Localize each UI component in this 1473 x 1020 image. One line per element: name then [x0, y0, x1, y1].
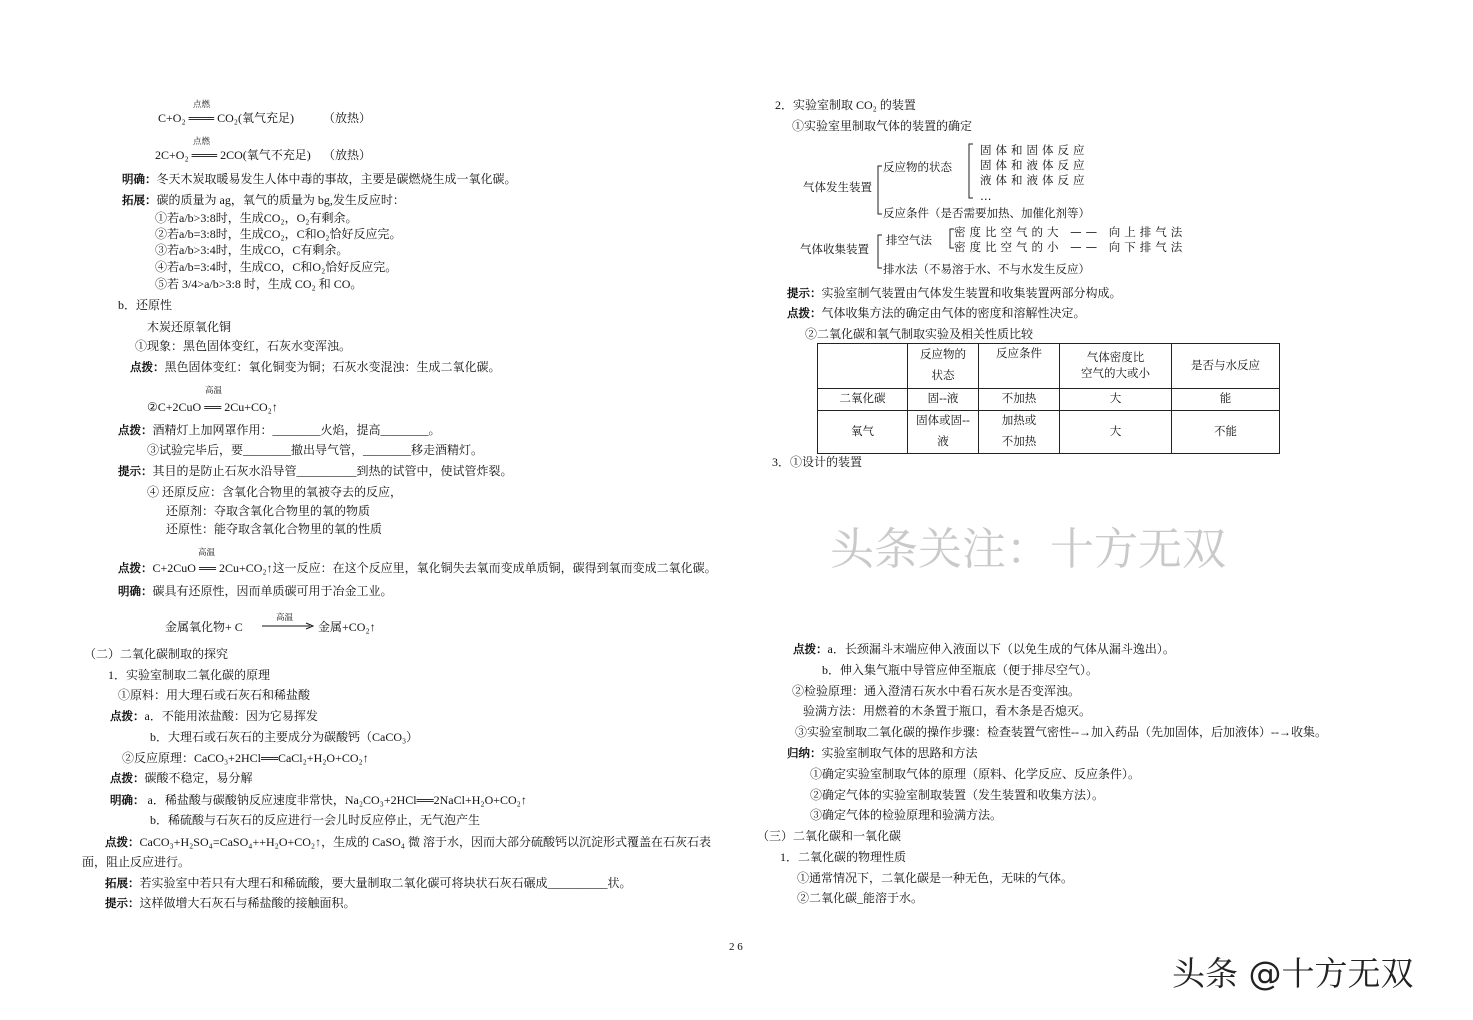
text: 黑色固体变红：氧化铜变为铜；石灰水变混浊：生成二氧化碳。	[164, 360, 501, 374]
text-line: ②反应原理：CaCO₃+2HCl══CaCl₂+H₂O+CO₂↑	[122, 751, 369, 765]
label: 点拨：	[793, 642, 828, 656]
table-cell: 加热或 不加热	[979, 411, 1060, 454]
text-line	[793, 642, 1175, 656]
label: 明确：	[110, 793, 145, 807]
subheading: 1．二氧化碳的物理性质	[780, 850, 907, 864]
text-line: ①确定实验室制取气体的原理（原料、化学反应、反应条件）。	[810, 767, 1141, 781]
text-line: 验满方法：用燃着的木条置于瓶口，看木条是否熄灭。	[803, 704, 1092, 718]
text-line: ③确定气体的检验原理和验满方法。	[810, 808, 1003, 822]
equation: C+O₂ ═══ CO₂(氧气充足)	[158, 111, 294, 125]
label: 提示：	[118, 464, 153, 478]
equation-note: （放热）	[323, 148, 372, 162]
text-line: 还原剂：夺取含氧化合物里的氧的物质	[166, 504, 371, 518]
text-line	[118, 561, 717, 575]
case-item: ②若a/b=3:8时，生成CO₂，C和O₂恰好反应完。	[155, 227, 402, 241]
section-heading: （三）二氧化碳和一氧化碳	[757, 829, 902, 843]
comparison-table	[817, 343, 1280, 454]
text-line	[122, 193, 405, 207]
label: 点拨：	[118, 561, 153, 575]
watermark: 头条关注：十方无双	[830, 524, 1226, 575]
subheading: 2．实验室制取 CO₂ 的装置	[775, 98, 916, 112]
diagram-leaf: 密度比空气的小 —— 向下排气法	[954, 240, 1187, 254]
table-cell: 不加热	[979, 389, 1060, 411]
diagram-leaf: 固体和液体反应	[980, 158, 1089, 172]
table-header-row	[818, 344, 1280, 389]
text-line	[110, 793, 527, 807]
text-line: ③试验完毕后，要________撤出导气管，________移走酒精灯。	[147, 443, 484, 457]
label: 归纳：	[787, 746, 822, 760]
table-row	[818, 389, 1280, 411]
label: 点拨：	[105, 835, 140, 849]
text-line: b．伸入集气瓶中导管应伸至瓶底（便于排尽空气）。	[822, 663, 1099, 677]
text: 碳的质量为 ag，氧气的质量为 bg,发生反应时：	[156, 193, 405, 207]
diagram-node: 反应条件（是否需要加热、加催化剂等）	[883, 206, 1090, 220]
text-line: 面，阻止反应进行。	[82, 855, 191, 869]
label: 点拨：	[110, 771, 145, 785]
diagram-node: 反应物的状态	[883, 160, 952, 174]
text-line: ②二氧化碳_能溶于水。	[797, 891, 924, 905]
table-header: 气体密度比 空气的大或小	[1060, 344, 1172, 389]
subheading: 3．①设计的装置	[772, 455, 863, 469]
label: 明确：	[122, 172, 157, 186]
label: 点拨：	[130, 360, 165, 374]
text-line	[130, 360, 501, 374]
text-line: ②确定气体的实验室制取装置（发生装置和收集方法）。	[810, 788, 1105, 802]
text-line: ②二氧化碳和氧气制取实验及相关性质比较	[805, 327, 1034, 341]
text: 实验室制气装置由气体发生装置和收集装置两部分构成。	[821, 286, 1122, 300]
text: 这样做增大石灰石与稀盐酸的接触面积。	[139, 896, 356, 910]
case-item: ④若a/b=3:4时，生成CO，C和O₂恰好反应完。	[155, 260, 398, 274]
reaction-condition: 高温	[205, 385, 223, 395]
text: 碳具有还原性，因而单质碳可用于冶金工业。	[152, 584, 393, 598]
text-line: b．大理石或石灰石的主要成分为碳酸钙（CaCO₃）	[150, 730, 419, 744]
text: a．稀盐酸与碳酸钠反应速度非常快，Na₂CO₃+2HCl══2NaCl+H₂O+CO₂↑	[144, 793, 527, 807]
table-header: 反应条件	[979, 344, 1060, 389]
text-line: ③实验室制取二氧化碳的操作步骤：检查装置气密性--→加入药品（先加固体，后加液体）--→收集。	[795, 725, 1327, 739]
label: 提示：	[787, 286, 822, 300]
text-line: ①现象：黑色固体变红，石灰水变浑浊。	[135, 339, 352, 353]
table-cell: 二氧化碳	[818, 389, 908, 411]
text: 实验室制取气体的思路和方法	[821, 746, 978, 760]
label: 提示：	[105, 896, 140, 910]
subheading: 1．实验室制取二氧化碳的原理	[108, 668, 271, 682]
diagram-node: 气体收集装置	[800, 242, 869, 256]
text-line	[105, 835, 711, 849]
case-item: ⑤若 3/4>a/b>3:8 时，生成 CO₂ 和 CO。	[155, 277, 363, 291]
text-line	[105, 896, 356, 910]
equation: 2C+O₂ ═══ 2CO(氧气不充足)	[155, 148, 311, 162]
equation-note: （放热）	[323, 111, 372, 125]
diagram-leaf: 固体和固体反应	[980, 143, 1089, 157]
reaction-condition: 点燃	[193, 99, 211, 109]
case-item: ①若a/b>3:8时，生成CO₂，O₂有剩余。	[155, 211, 358, 225]
diagram-leaf: …	[980, 189, 992, 203]
text-line	[122, 172, 517, 186]
text-line: b．稀硫酸与石灰石的反应进行一会儿时反应停止，无气泡产生	[150, 813, 481, 827]
case-item: ③若a/b>3:4时，生成CO，C有剩余。	[155, 243, 349, 257]
label: 点拨：	[787, 306, 822, 320]
reaction-condition: 高温	[276, 612, 294, 622]
text: CaCO₃+H₂SO₄=CaSO₄++H₂O+CO₂↑，生成的 CaSO₄ 微 溶于水，因而大部分硫酸钙以沉淀形式覆盖在石灰石表	[139, 835, 711, 849]
text-line: ①原料：用大理石或石灰石和稀盐酸	[118, 688, 311, 702]
text-line	[118, 464, 513, 478]
text: 气体收集方法的确定由气体的密度和溶解性决定。	[821, 306, 1086, 320]
label: 明确：	[118, 584, 153, 598]
table-header: 是否与水反应	[1172, 344, 1280, 389]
arrow-icon	[262, 622, 318, 630]
text: a．长颈漏斗末端应伸入液面以下（以免生成的气体从漏斗逸出）。	[827, 642, 1175, 656]
text-line: ②检验原理：通入澄清石灰水中看石灰水是否变浑浊。	[792, 684, 1081, 698]
table-cell: 固体或固-- 液	[908, 411, 979, 454]
diagram-node: 排空气法	[886, 233, 932, 247]
diagram-leaf: 液体和液体反应	[980, 173, 1089, 187]
label: 拓展：	[105, 876, 140, 890]
text-line: 还原性：能夺取含氧化合物里的氧的性质	[166, 522, 383, 536]
equation: 金属氧化物+ C	[165, 620, 243, 634]
text-line	[105, 876, 632, 890]
table-header: 反应物的 状态	[908, 344, 979, 389]
text-line	[787, 286, 1122, 300]
section-heading: （二）二氧化碳制取的探究	[84, 647, 229, 661]
table-cell: 大	[1060, 389, 1172, 411]
text-line	[118, 423, 441, 437]
watermark-corner: 头条 @十方无双	[1172, 954, 1414, 993]
text-line: ④ 还原反应：含氧化合物里的氧被夺去的反应，	[147, 485, 403, 499]
subheading: ①实验室里制取气体的装置的确定	[792, 119, 973, 133]
table-cell: 能	[1172, 389, 1280, 411]
text: 若实验室中若只有大理石和稀硫酸，要大量制取二氧化碳可将块状石灰石碾成__________状。	[139, 876, 632, 890]
text-line	[787, 306, 1086, 320]
label: 点拨：	[110, 709, 145, 723]
text-line	[110, 771, 253, 785]
table-cell: 固--液	[908, 389, 979, 411]
table-cell: 大	[1060, 411, 1172, 454]
subheading: 木炭还原氧化铜	[147, 320, 232, 334]
label: 拓展：	[122, 193, 157, 207]
diagram-leaf: 密度比空气的大 —— 向上排气法	[954, 225, 1187, 239]
text-line: ①通常情况下，二氧化碳是一种无色，无味的气体。	[797, 871, 1074, 885]
reaction-condition: 点燃	[193, 136, 211, 146]
table-cell: 氧气	[818, 411, 908, 454]
text-line	[787, 746, 978, 760]
text: 其目的是防止石灰水沿导管__________到热的试管中，使试管炸裂。	[152, 464, 513, 478]
text-line	[118, 584, 393, 598]
diagram-node: 排水法（不易溶于水、不与水发生反应）	[883, 262, 1090, 276]
equation: ②C+2CuO ══ 2Cu+CO₂↑	[147, 400, 278, 414]
page-number: 2 6	[729, 941, 743, 953]
equation: 金属+CO₂↑	[318, 620, 376, 634]
text: 冬天木炭取暖易发生人体中毒的事故，主要是碳燃烧生成一氧化碳。	[156, 172, 517, 186]
table-row	[818, 411, 1280, 454]
label: 点拨：	[118, 423, 153, 437]
table-cell: 不能	[1172, 411, 1280, 454]
text: 碳酸不稳定，易分解	[144, 771, 253, 785]
text-line	[110, 709, 318, 723]
subheading: b．还原性	[118, 298, 173, 312]
text: a．不能用浓盐酸：因为它易挥发	[144, 709, 318, 723]
table-header	[818, 344, 908, 389]
reaction-condition: 高温	[198, 547, 216, 557]
diagram-node: 气体发生装置	[803, 180, 872, 194]
text: 酒精灯上加网罩作用：________火焰，提高________。	[152, 423, 441, 437]
text: C+2CuO ══ 2Cu+CO₂↑这一反应：在这个反应里，氧化铜失去氧而变成单质铜，碳得到氧而变成二氧化碳。	[152, 561, 717, 575]
